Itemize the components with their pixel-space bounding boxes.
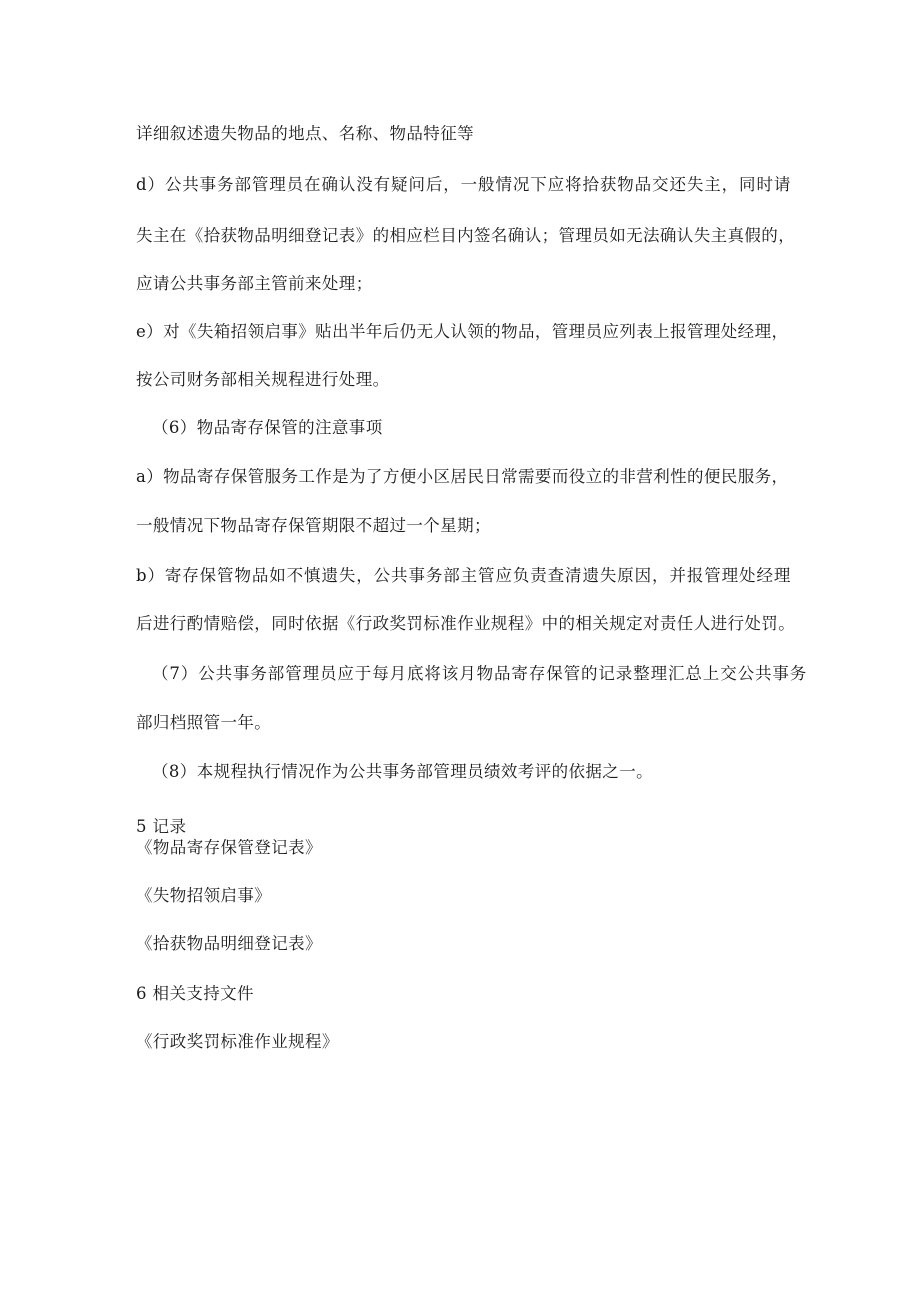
reference-item: 《行政奖罚标准作业规程》 xyxy=(136,1032,339,1051)
text-line: b）寄存保管物品如不慎遗失，公共事务部主管应负责查清遗失原因，并报管理处经理 xyxy=(136,566,792,585)
text-line: 按公司财务部相关规程进行处理。 xyxy=(136,370,390,389)
section-heading: （6）物品寄存保管的注意事项 xyxy=(152,418,383,437)
text-line: 部归档照管一年。 xyxy=(136,713,272,732)
text-line: 一般情况下物品寄存保管期限不超过一个星期； xyxy=(136,516,491,535)
text-line: d）公共事务部管理员在确认没有疑问后，一般情况下应将拾获物品交还失主，同时请 xyxy=(136,175,792,194)
text-line: 失主在《拾获物品明细登记表》的相应栏目内签名确认；管理员如无法确认失主真假的， xyxy=(136,226,796,245)
text-line: 应请公共事务部主管前来处理； xyxy=(136,274,373,293)
record-item: 《物品寄存保管登记表》 xyxy=(136,838,322,857)
text-line: a）物品寄存保管服务工作是为了方便小区居民日常需要而役立的非营利性的便民服务， xyxy=(136,467,789,486)
record-item: 《拾获物品明细登记表》 xyxy=(136,934,322,953)
record-item: 《失物招领启事》 xyxy=(136,886,272,905)
text-line: （7）公共事务部管理员应于每月底将该月物品寄存保管的记录整理汇总上交公共事务 xyxy=(152,664,808,683)
text-line: （8）本规程执行情况作为公共事务部管理员绩效考评的依据之一。 xyxy=(152,762,653,781)
section-heading: 6 相关支持文件 xyxy=(136,984,254,1003)
text-line: 详细叙述遗失物品的地点、名称、物品特征等 xyxy=(136,124,474,143)
text-line: 后进行酌情赔偿，同时依据《行政奖罚标准作业规程》中的相关规定对责任人进行处罚。 xyxy=(136,614,796,633)
section-heading: 5 记录 xyxy=(136,817,187,836)
text-line: e）对《失箱招领启事》贴出半年后仍无人认领的物品，管理员应列表上报管理处经理， xyxy=(136,322,789,341)
